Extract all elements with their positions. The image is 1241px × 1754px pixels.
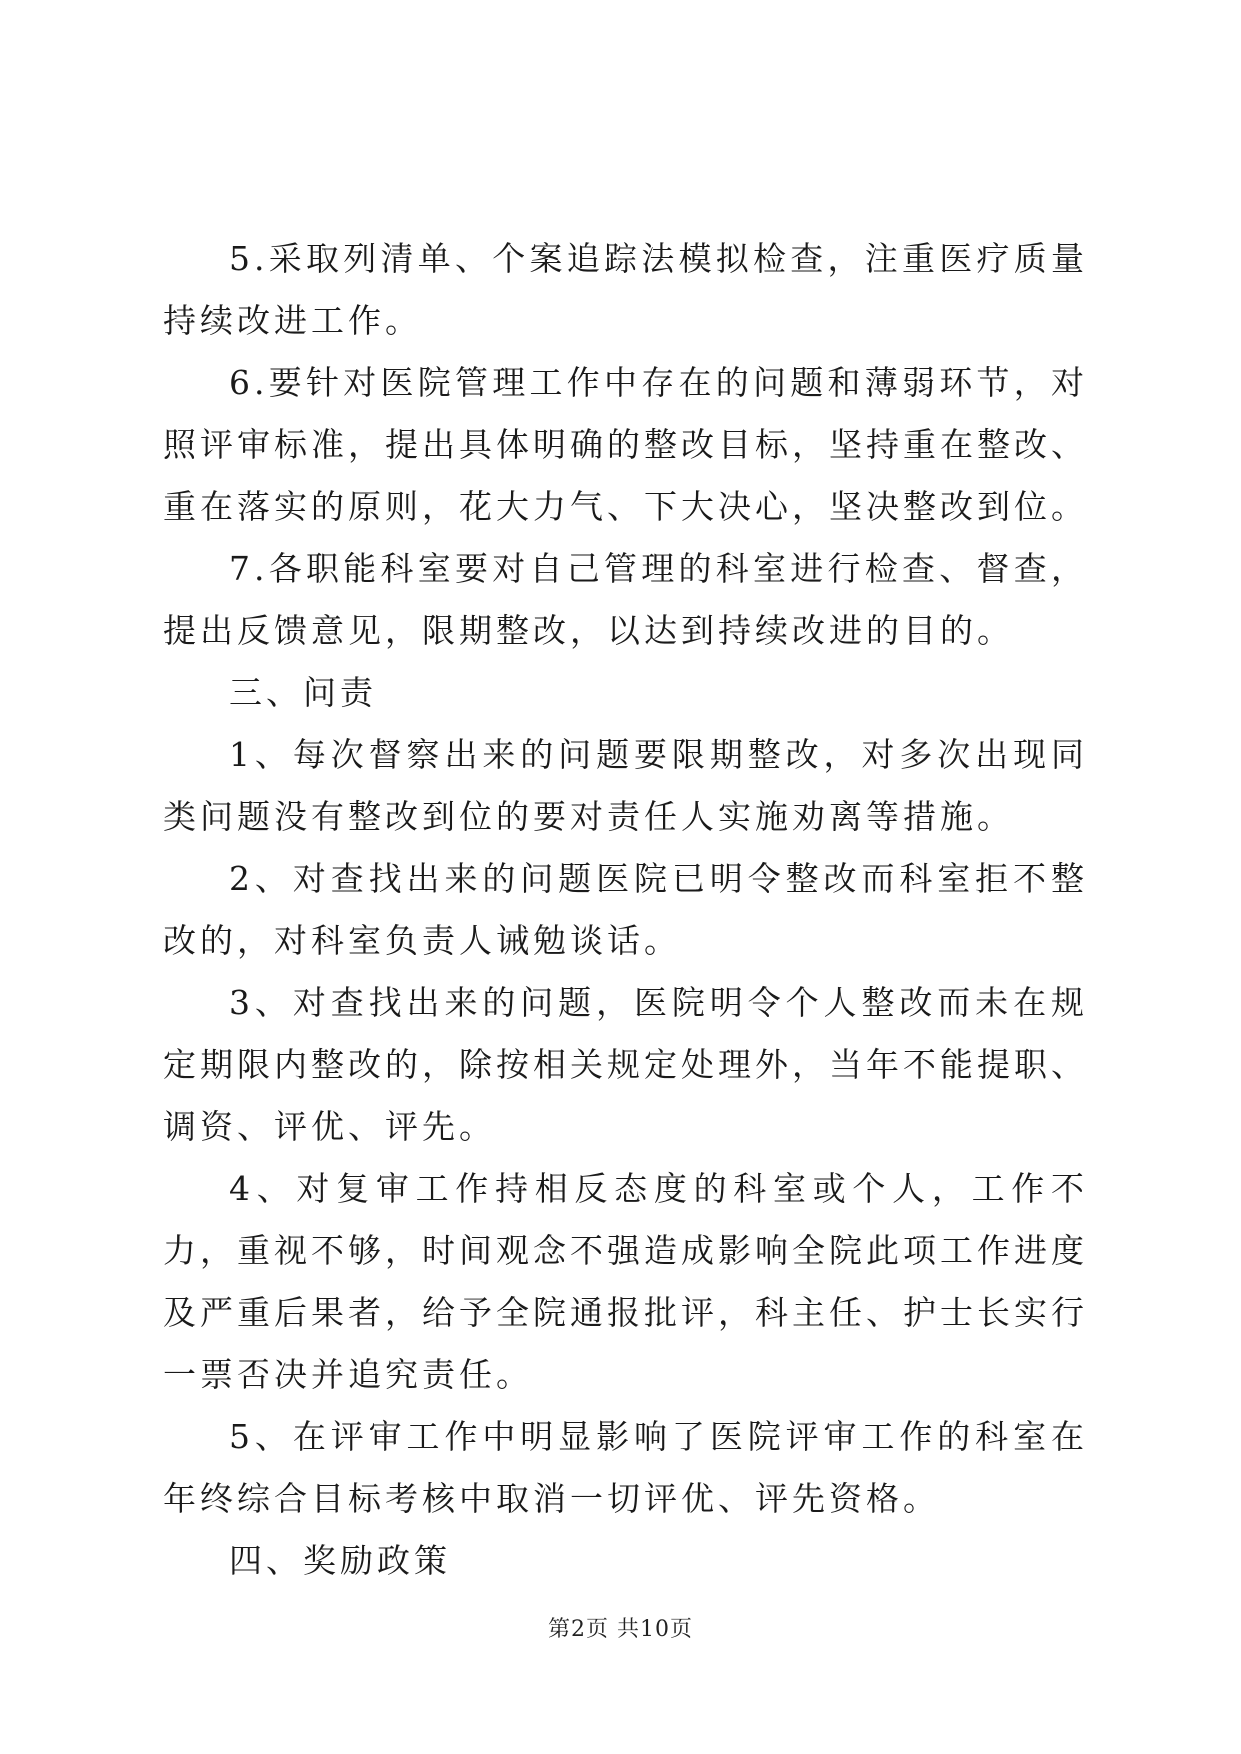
page-number-footer: 第2页 共10页 (548, 1617, 693, 1642)
document-body (163, 228, 1088, 1592)
paragraph-accountability-3: 3、对查找出来的问题，医院明令个人整改而未在规定期限内整改的，除按相关规定处理外，当年不能提职、调资、评优、评先。 (163, 983, 1088, 1146)
section-heading-accountability: 三、问责 (229, 673, 377, 712)
paragraph-accountability-2: 2、对查找出来的问题医院已明令整改而科室拒不整改的，对科室负责人诫勉谈话。 (163, 859, 1088, 960)
paragraph-accountability-4: 4、对复审工作持相反态度的科室或个人，工作不力，重视不够，时间观念不强造成影响全院此项工作进度及严重后果者，给予全院通报批评，科主任、护士长实行一票否决并追究责任。 (163, 1169, 1088, 1394)
paragraph-item-6-rectification: 6.要针对医院管理工作中存在的问题和薄弱环节，对照评审标准，提出具体明确的整改目标，坚持重在整改、重在落实的原则，花大力气、下大决心，坚决整改到位。 (163, 363, 1088, 526)
section-heading-rewards: 四、奖励政策 (229, 1541, 451, 1580)
paragraph-item-7-department-check: 7.各职能科室要对自己管理的科室进行检查、督查，提出反馈意见，限期整改，以达到持续改进的目的。 (163, 549, 1088, 650)
paragraph-accountability-1: 1、每次督察出来的问题要限期整改，对多次出现同类问题没有整改到位的要对责任人实施劝离等措施。 (163, 735, 1088, 836)
paragraph-accountability-5: 5、在评审工作中明显影响了医院评审工作的科室在年终综合目标考核中取消一切评优、评先资格。 (163, 1417, 1088, 1518)
paragraph-item-5-improvement: 5.采取列清单、个案追踪法模拟检查，注重医疗质量持续改进工作。 (163, 239, 1088, 340)
